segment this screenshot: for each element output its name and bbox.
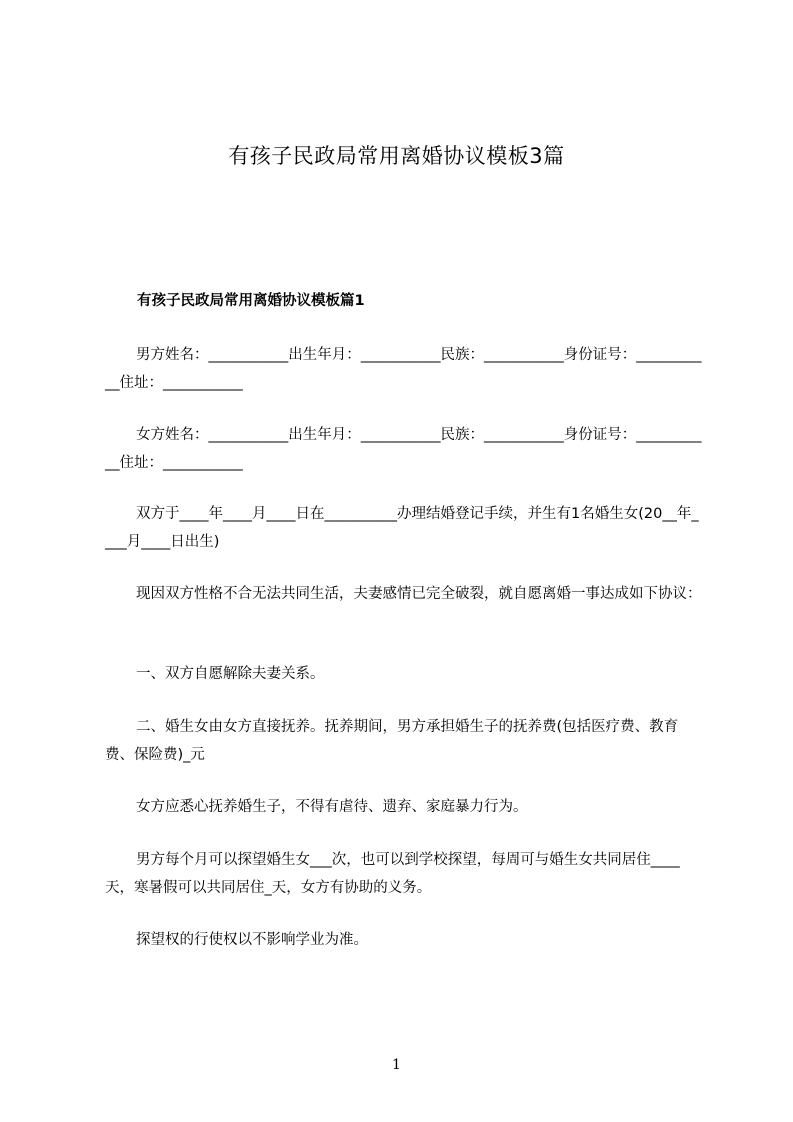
wife-info-paragraph: 女方姓名：___________出生年月：___________民族：___________身份证号：___________住址：___________ — [105, 427, 702, 471]
visitation-paragraph: 男方每个月可以探望婚生女___次，也可以到学校探望，每周可与婚生女共同居住____天，寒暑假可以共同居住_天，女方有协助的义务。 — [105, 852, 680, 896]
custody-duty-paragraph: 女方应悉心抚养婚生子，不得有虐待、遗弃、家庭暴力行为。 — [136, 799, 528, 815]
visitation-limit-paragraph: 探望权的行使权以不影响学业为准。 — [136, 932, 368, 948]
section-heading: 有孩子民政局常用离婚协议模板篇1 — [137, 293, 365, 309]
clause-two-paragraph: 二、婚生女由女方直接抚养。抚养期间，男方承担婚生子的抚养费(包括医疗费、教育费、保险费)_元 — [105, 719, 679, 763]
page-number: 1 — [392, 1057, 401, 1073]
document-title: 有孩子民政局常用离婚协议模板3篇 — [228, 144, 565, 168]
marriage-registration-paragraph: 双方于____年____月____日在__________办理结婚登记手续，并生有1名婚生女(20__年____月____日出生) — [105, 506, 699, 550]
divorce-reason-paragraph: 现因双方性格不合无法共同生活，夫妻感情已完全破裂，就自愿离婚一事达成如下协议： — [136, 586, 702, 602]
clause-one-paragraph: 一、双方自愿解除夫妻关系。 — [136, 666, 325, 682]
husband-info-paragraph: 男方姓名：___________出生年月：___________民族：___________身份证号：___________住址：___________ — [105, 347, 702, 391]
